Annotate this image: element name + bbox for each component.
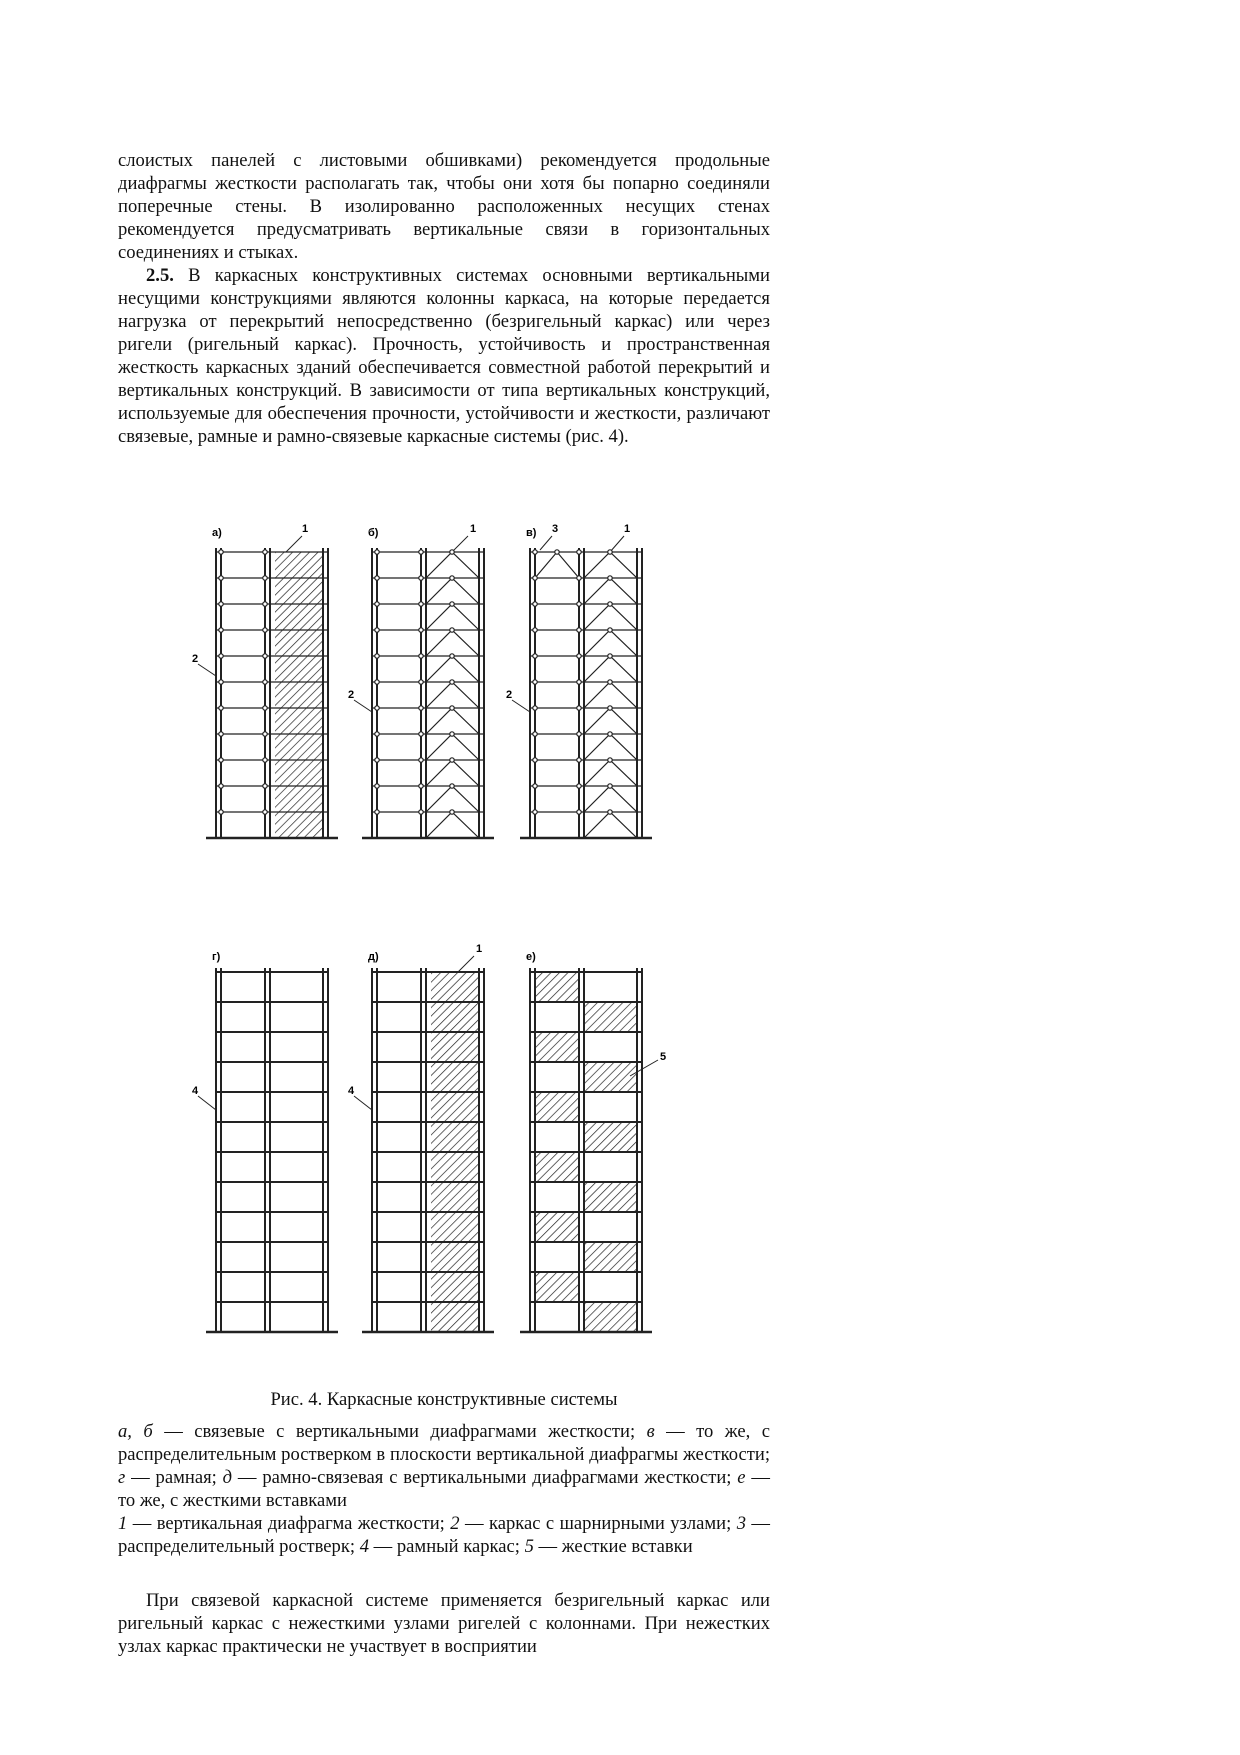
paragraph-2-5-text: В каркасных конструктивных системах основными вертикальными несущими конструкциями являются колонны каркаса, на которые передается нагрузка от перекрытий непосредственно (безригельный каркас) или через ригели (ригельный каркас). Прочность, устойчивость и пространственная жесткость каркасных зданий обеспечивается совместной работой перекрытий и вертикальных конструкций. В зависимости от типа вертикальных конструкций, используемые для обеспечения прочности, устойчивости и жесткости, различают связевые, рамные и рамно-связевые каркасные системы (рис. 4).	[118, 265, 770, 447]
paragraph-2-5	[118, 264, 770, 448]
figure-legend	[118, 1420, 770, 1558]
legend-key-d: д	[222, 1467, 233, 1488]
legend-text-1: — вертикальная диафрагма жесткости;	[127, 1513, 451, 1534]
legend-key-1: 1	[118, 1513, 128, 1534]
legend-text-g: — рамная;	[125, 1467, 223, 1488]
legend-key-2: 2	[450, 1513, 460, 1534]
section-number: 2.5.	[146, 265, 174, 286]
callout-4-panel-d: 4	[348, 1085, 355, 1097]
panel-v	[506, 523, 652, 838]
legend-text-a-b: — связевые с вертикальными диафрагмами жесткости;	[152, 1421, 647, 1442]
panel-e	[520, 951, 666, 1332]
legend-key-v: в	[646, 1421, 655, 1442]
legend-panels	[118, 1420, 770, 1512]
legend-numbers	[118, 1512, 770, 1558]
callout-2-panel-a: 2	[192, 653, 199, 665]
diaphragm-panel-a	[275, 552, 323, 838]
legend-text-d: — рамно-связевая с вертикальными диафрагмами жесткости;	[232, 1467, 738, 1488]
legend-text-4: — рамный каркас;	[368, 1536, 525, 1557]
legend-key-3: 3	[736, 1513, 746, 1534]
callout-1-panel-v: 1	[624, 523, 631, 535]
legend-text-2: — каркас с шарнирными узлами;	[459, 1513, 737, 1534]
panel-a-label: а)	[212, 527, 222, 539]
callout-2-panel-v: 2	[506, 689, 513, 701]
callout-5-panel-e: 5	[660, 1051, 667, 1063]
closing-text	[118, 1589, 770, 1658]
legend-key-g: г	[118, 1467, 126, 1488]
figure-caption: Рис. 4. Каркасные конструктивные системы	[270, 1389, 618, 1410]
legend-text-5: — жесткие вставки	[533, 1536, 693, 1557]
legend-text-v: — то же, с распределительным ростверком в плоскости вертикальной диафрагмы жесткости;	[118, 1421, 770, 1465]
figure-frame-systems	[180, 520, 720, 1355]
legend-key-a-b: а, б	[118, 1421, 153, 1442]
legend-key-5: 5	[524, 1536, 534, 1557]
panel-e-label: е)	[526, 951, 536, 963]
panel-a	[192, 523, 338, 838]
intro-text	[118, 149, 770, 448]
callout-4-panel-g: 4	[192, 1085, 199, 1097]
figure-drawing	[180, 520, 720, 1355]
panel-d-label: д)	[368, 951, 379, 963]
panel-b	[348, 523, 494, 838]
legend-key-e: е	[737, 1467, 746, 1488]
panel-b-label: б)	[368, 527, 379, 539]
legend-key-4: 4	[359, 1536, 369, 1557]
panel-d	[348, 943, 494, 1332]
callout-3-panel-v: 3	[552, 523, 559, 535]
paragraph-braced-system: При связевой каркасной системе применяется безригельный каркас или ригельный каркас с нежесткими узлами ригелей с колоннами. При нежестких узлах каркас практически не участвует в восприятии	[118, 1590, 770, 1657]
callout-1-panel-d: 1	[476, 943, 483, 955]
legend-text-3: — распределительный ростверк;	[118, 1513, 770, 1557]
legend-text-e: — то же, с жесткими вставками	[118, 1467, 770, 1511]
callout-2-panel-b: 2	[348, 689, 355, 701]
callout-1-panel-a: 1	[302, 523, 309, 535]
callout-1-panel-b: 1	[470, 523, 477, 535]
panel-g-label: г)	[212, 951, 221, 963]
panel-v-label: в)	[526, 527, 537, 539]
panel-g	[192, 951, 338, 1332]
paragraph-walls: слоистых панелей с листовыми обшивками) рекомендуется продольные диафрагмы жесткости располагать так, чтобы они хотя бы попарно соединяли поперечные стены. В изолированно расположенных несущих стенах рекомендуется предусматривать вертикальные связи в горизонтальных соединениях и стыках.	[118, 150, 770, 263]
